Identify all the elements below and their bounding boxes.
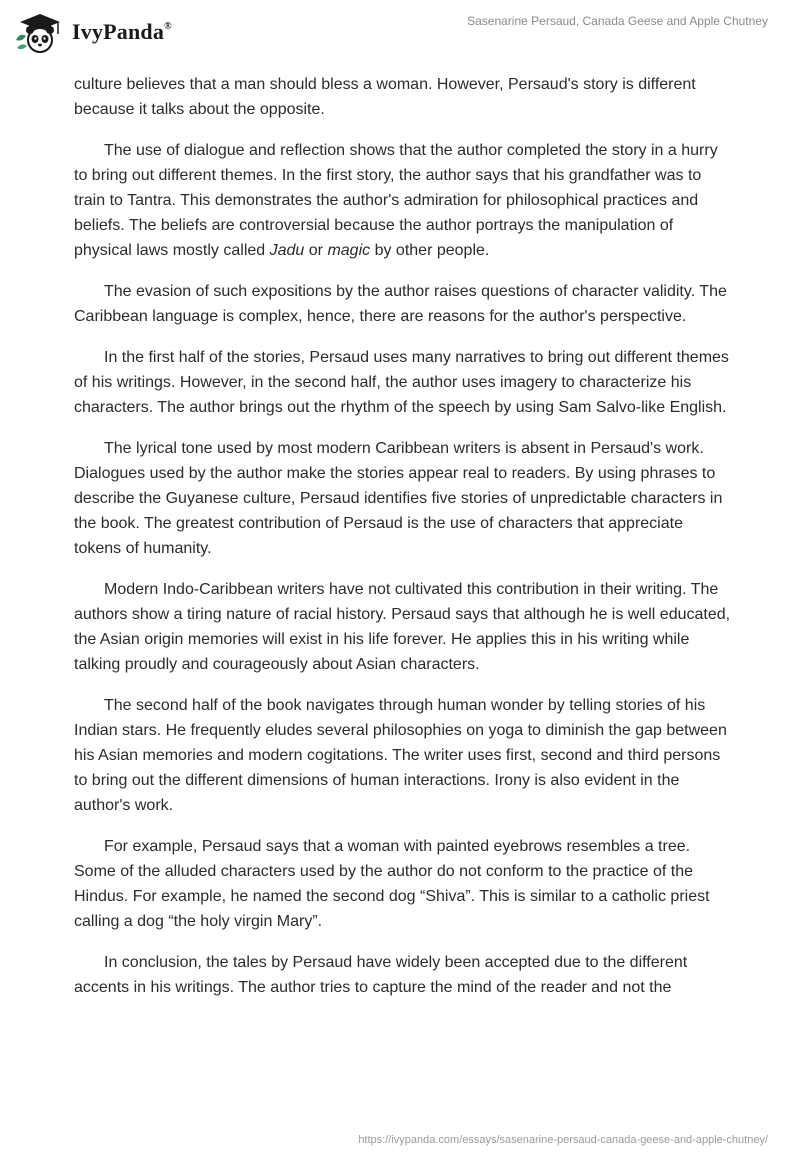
- paragraph: [74, 834, 734, 934]
- page-header: [0, 0, 800, 60]
- paragraph: [74, 950, 734, 1000]
- paragraph-text: or: [304, 242, 328, 259]
- ivypanda-logo[interactable]: [14, 10, 172, 54]
- paragraph-text: For example, Persaud says that a woman with painted eyebrows resembles a tree. Some of the alluded characters used by the author do not conform to the practice of the Hindus. For example, he named the second dog “Shiva”. This is similar to a catholic priest calling a dog “the holy virgin Mary”.: [74, 838, 710, 930]
- paragraph: [74, 693, 734, 818]
- paragraph: [74, 577, 734, 677]
- paragraph-text: by other people.: [370, 242, 490, 259]
- panda-graduate-icon: [14, 10, 66, 54]
- paragraph-text: The use of dialogue and reflection shows that the author completed the story in a hurry to bring out different themes. In the first story, the author says that his grandfather was to train to Tantra. This demonstrates the author's admiration for philosophical practices and beliefs. The beliefs are controversial because the author portrays the manipulation of physical laws mostly called: [74, 142, 718, 259]
- paragraph: [74, 72, 734, 122]
- italic-term: magic: [327, 242, 371, 259]
- paragraph-text: The lyrical tone used by most modern Caribbean writers is absent in Persaud's work. Dialogues used by the author make the stories appear real to readers. By using phrases to describe the Guyanese culture, Persaud identifies five stories of unpredictable characters in the book. The greatest contribution of Persaud is the use of characters that appreciate tokens of humanity.: [74, 440, 723, 557]
- document-title: Sasenarine Persaud, Canada Geese and Apple Chutney: [467, 14, 768, 28]
- paragraph-text: The evasion of such expositions by the author raises questions of character validity. The Caribbean language is complex, hence, there are reasons for the author's perspective.: [74, 283, 727, 325]
- essay-body: [74, 72, 734, 1016]
- paragraph: [74, 345, 734, 420]
- paragraph-text: culture believes that a man should bless a woman. However, Persaud's story is different because it talks about the opposite.: [74, 76, 696, 118]
- brand-name: IvyPanda®: [72, 19, 172, 44]
- paragraph: [74, 436, 734, 561]
- paragraph-text: The second half of the book navigates through human wonder by telling stories of his Indian stars. He frequently eludes several philosophies on yoga to diminish the gap between his Asian memories and modern cogitations. The writer uses first, second and third persons to bring out the different dimensions of human interactions. Irony is also evident in the author's work.: [74, 697, 727, 814]
- paragraph: [74, 279, 734, 329]
- paragraph: [74, 138, 734, 263]
- paragraph-text: In conclusion, the tales by Persaud have widely been accepted due to the different accents in his writings. The author tries to capture the mind of the reader and not the: [74, 954, 688, 996]
- italic-term: Jadu: [269, 242, 305, 259]
- paragraph-text: In the first half of the stories, Persaud uses many narratives to bring out different themes of his writings. However, in the second half, the author uses imagery to characterize his characters. The author brings out the rhythm of the speech by using Sam Salvo-like English.: [74, 349, 729, 416]
- source-url[interactable]: https://ivypanda.com/essays/sasenarine-persaud-canada-geese-and-apple-chutney/: [358, 1134, 768, 1146]
- paragraph-text: Modern Indo-Caribbean writers have not cultivated this contribution in their writing. The authors show a tiring nature of racial history. Persaud says that although he is well educated, the Asian origin memories will exist in his life forever. He applies this in his writing while talking proudly and courageously about Asian characters.: [74, 581, 731, 673]
